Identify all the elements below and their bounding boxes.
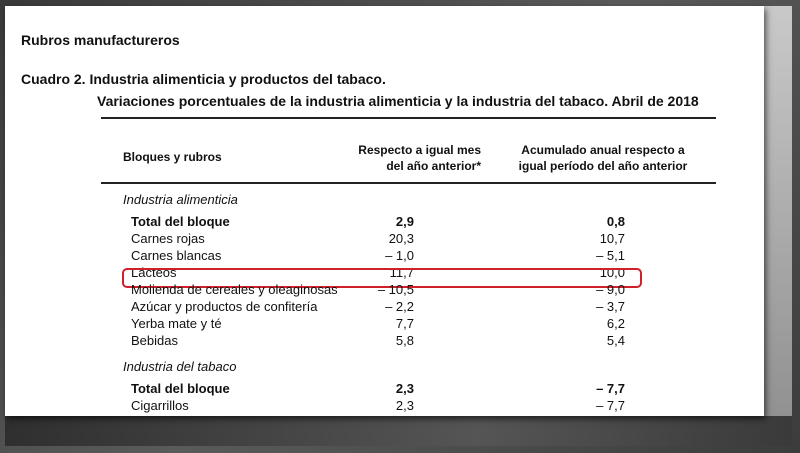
table-row bbox=[5, 381, 764, 398]
row-value-mes: 2,9 bbox=[395, 214, 414, 229]
row-value-mes: – 10,5 bbox=[377, 282, 414, 297]
header-bloques-y-rubros: Bloques y rubros bbox=[123, 150, 222, 164]
table-row bbox=[5, 398, 764, 415]
table-subtitle: Variaciones porcentuales de la industria alimenticia y la industria del tabaco. Abril de 2018 bbox=[97, 93, 699, 109]
row-value-mes: 20,3 bbox=[388, 231, 414, 246]
header-acumulado-anual bbox=[498, 142, 708, 174]
row-name: Molienda de cereales y oleaginosas bbox=[131, 282, 338, 297]
row-name: Lácteos bbox=[131, 265, 177, 280]
table-row bbox=[5, 316, 764, 333]
row-value-mes: 5,8 bbox=[395, 333, 414, 348]
row-name: Yerba mate y té bbox=[131, 316, 222, 331]
table-row bbox=[5, 248, 764, 265]
header-acumulado-anual-line1: Acumulado anual respecto a bbox=[521, 143, 685, 157]
row-name: Carnes blancas bbox=[131, 248, 222, 263]
table-header-rule bbox=[101, 182, 716, 184]
row-value-acumulado: 0,8 bbox=[606, 214, 625, 229]
table-row bbox=[5, 214, 764, 231]
table-row bbox=[5, 231, 764, 248]
row-value-acumulado: 6,2 bbox=[606, 316, 625, 331]
row-value-mes: 11,7 bbox=[389, 265, 414, 280]
row-value-acumulado: – 3,7 bbox=[596, 299, 625, 314]
row-value-acumulado: – 9,0 bbox=[596, 282, 625, 297]
row-value-mes: 7,7 bbox=[395, 316, 414, 331]
page-edge-bottom bbox=[5, 416, 792, 446]
header-igual-mes bbox=[305, 142, 481, 174]
row-name: Bebidas bbox=[131, 333, 178, 348]
section-title: Rubros manufactureros bbox=[21, 32, 180, 48]
header-igual-mes-line2: del año anterior* bbox=[386, 159, 481, 173]
row-value-mes: – 1,0 bbox=[385, 248, 414, 263]
row-name: Cigarrillos bbox=[131, 398, 189, 413]
row-value-acumulado: 5,4 bbox=[606, 333, 625, 348]
table-row bbox=[5, 333, 764, 350]
row-name: Carnes rojas bbox=[131, 231, 205, 246]
table-row bbox=[5, 282, 764, 299]
document-page bbox=[5, 6, 764, 416]
table-row bbox=[5, 299, 764, 316]
row-name: Azúcar y productos de confitería bbox=[131, 299, 318, 314]
table-title: Cuadro 2. Industria alimenticia y productos del tabaco. bbox=[21, 71, 386, 87]
row-value-acumulado: 10,7 bbox=[599, 231, 625, 246]
header-igual-mes-line1: Respecto a igual mes bbox=[358, 143, 481, 157]
page-edge-right bbox=[764, 6, 792, 446]
row-value-acumulado: – 5,1 bbox=[596, 248, 625, 263]
row-value-mes: 2,3 bbox=[395, 381, 414, 396]
table-top-rule bbox=[101, 117, 716, 119]
header-acumulado-anual-line2: igual período del año anterior bbox=[518, 159, 688, 173]
row-value-acumulado: – 7,7 bbox=[596, 398, 625, 413]
row-name: Total del bloque bbox=[131, 381, 230, 396]
row-name: Total del bloque bbox=[131, 214, 230, 229]
group-label-tabaco: Industria del tabaco bbox=[123, 359, 237, 374]
row-value-acumulado: 10,0 bbox=[599, 265, 625, 280]
row-value-mes: 2,3 bbox=[395, 398, 414, 413]
group-label-alimenticia: Industria alimenticia bbox=[123, 192, 238, 207]
row-value-mes: – 2,2 bbox=[385, 299, 414, 314]
row-value-acumulado: – 7,7 bbox=[596, 381, 625, 396]
